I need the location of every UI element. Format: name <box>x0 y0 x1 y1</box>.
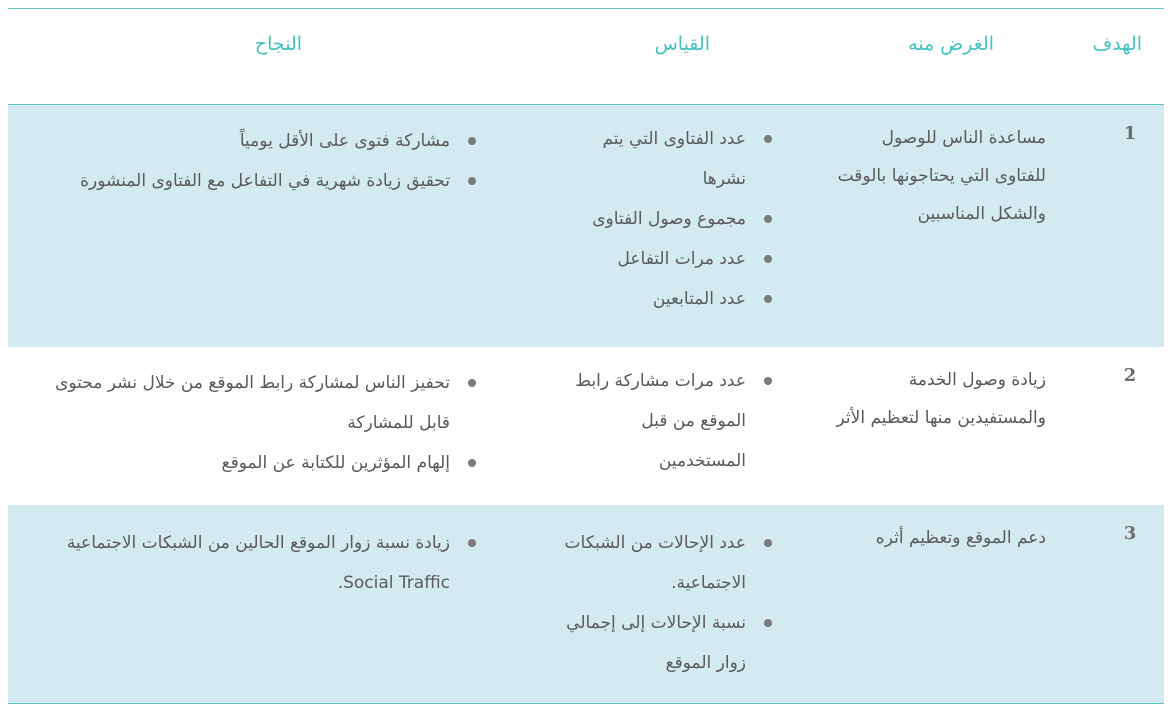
header-divider <box>8 104 1164 105</box>
list-item: مجموع وصول الفتاوى <box>569 199 774 239</box>
measurement-list <box>559 523 774 683</box>
bullet-icon <box>764 295 772 303</box>
bullet-icon <box>468 539 476 547</box>
row-purpose: زيادة وصول الخدمة والمستفيدين منها لتعظيم الأثر <box>836 370 1046 428</box>
list-item: نسبة الإحالات إلى إجمالي زوار الموقع <box>559 603 774 683</box>
table-row <box>8 505 1164 703</box>
row-number: 2 <box>1123 365 1137 386</box>
bullet-icon <box>764 255 772 263</box>
list-item: عدد مرات التفاعل <box>569 239 774 279</box>
list-item: إلهام المؤثرين للكتابة عن الموقع <box>38 443 478 483</box>
bullet-icon <box>468 137 476 145</box>
header-purpose: الغرض منه <box>908 33 994 55</box>
success-list <box>38 523 478 603</box>
table-row <box>8 105 1164 347</box>
bullet-icon <box>764 539 772 547</box>
row-purpose: مساعدة الناس للوصول للفتاوى التي يحتاجونها بالوقت والشكل المناسبين <box>837 128 1046 224</box>
row-purpose: دعم الموقع وتعظيم أثره <box>875 528 1046 548</box>
success-list <box>38 363 478 483</box>
bullet-icon <box>764 619 772 627</box>
success-list <box>38 121 478 201</box>
list-item: عدد مرات مشاركة رابط الموقع من قبل المستخدمين <box>559 361 774 481</box>
bullet-icon <box>764 377 772 385</box>
list-item: تحفيز الناس لمشاركة رابط الموقع من خلال نشر محتوى قابل للمشاركة <box>38 363 478 443</box>
header-success: النجاح <box>254 33 302 55</box>
table-row <box>8 347 1164 505</box>
bullet-icon <box>764 135 772 143</box>
header-goal: الهدف <box>1092 33 1142 55</box>
list-item: مشاركة فتوى على الأقل يومياً <box>38 121 478 161</box>
bullet-icon <box>468 459 476 467</box>
header-measurement: القياس <box>654 33 710 55</box>
list-item: عدد الإحالات من الشبكات الاجتماعية. <box>559 523 774 603</box>
table-header <box>8 9 1164 105</box>
list-item: زيادة نسبة زوار الموقع الحالين من الشبكات الاجتماعية Social Traffic. <box>38 523 478 603</box>
list-item: عدد الفتاوى التي يتم نشرها <box>569 119 774 199</box>
list-item: عدد المتابعين <box>569 279 774 319</box>
bullet-icon <box>468 177 476 185</box>
goals-table <box>8 8 1164 704</box>
bullet-icon <box>764 215 772 223</box>
bullet-icon <box>468 379 476 387</box>
row-number: 1 <box>1123 123 1137 144</box>
row-number: 3 <box>1123 523 1137 544</box>
measurement-list <box>559 361 774 481</box>
measurement-list <box>569 119 774 319</box>
list-item: تحقيق زيادة شهرية في التفاعل مع الفتاوى المنشورة <box>38 161 478 201</box>
